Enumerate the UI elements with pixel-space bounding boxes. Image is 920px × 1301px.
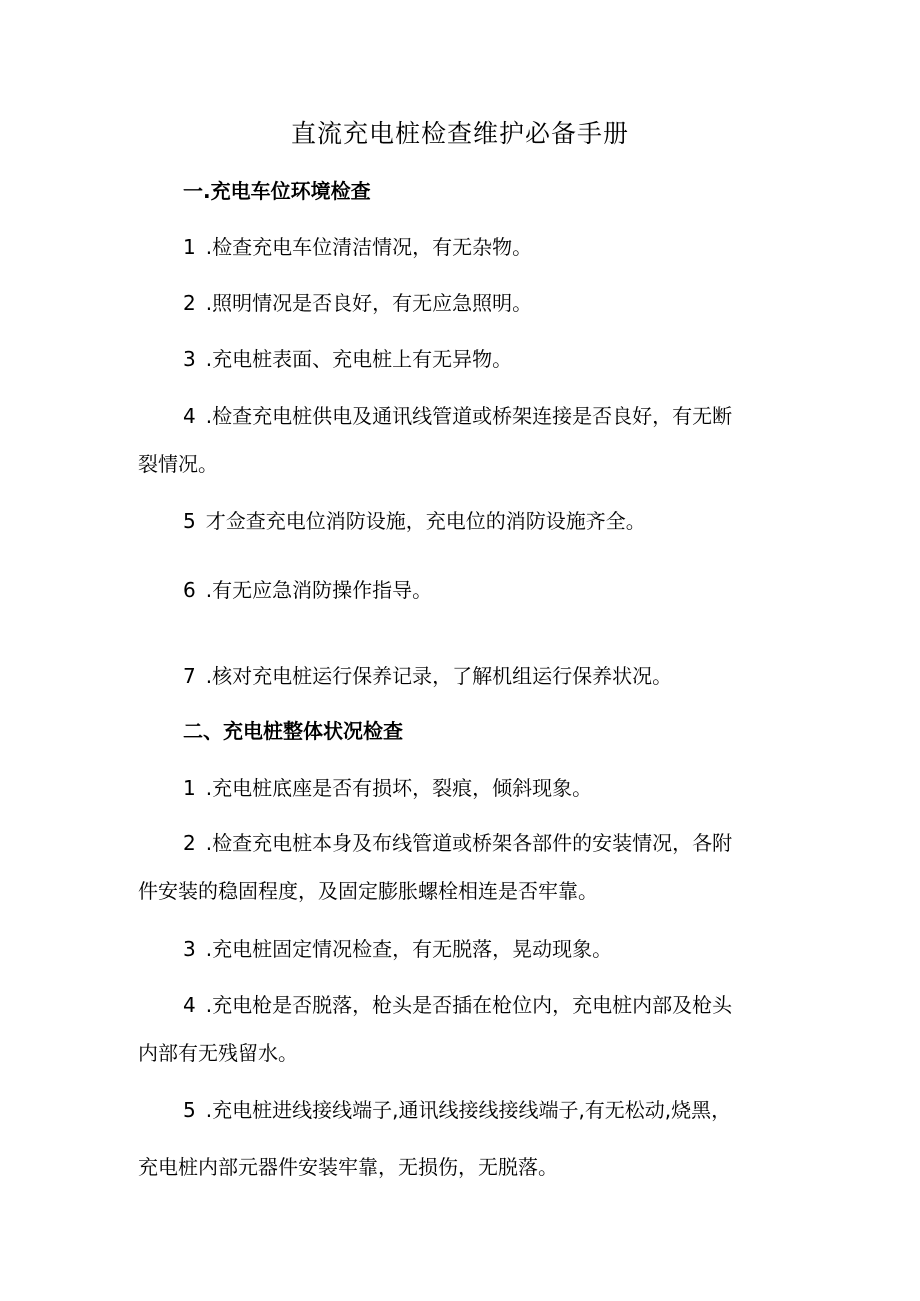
- item-number: 2: [183, 291, 196, 315]
- item-number: 1: [183, 776, 196, 800]
- item-number: 4: [183, 404, 196, 428]
- item-text: .有无应急消防操作指导。: [205, 578, 433, 602]
- section-1-item-1: [138, 223, 798, 271]
- item-text-continued: 充电桩内部元器件安装牢靠，无损伤，无脱落。: [138, 1155, 558, 1179]
- section-2-item-3: [138, 925, 798, 973]
- item-text: .检查充电桩供电及通讯线管道或桥架连接是否良好，有无断: [205, 404, 733, 428]
- section-2-item-1: [138, 764, 798, 812]
- section-2-item-2: [138, 819, 798, 915]
- item-text: .充电桩进线接线端子,通讯线接线接线端子,有无松动,烧黑，: [205, 1098, 732, 1122]
- item-text: .充电桩底座是否有损坏，裂痕，倾斜现象。: [205, 776, 593, 800]
- section-1-item-5: [138, 497, 798, 545]
- item-number: 4: [183, 993, 196, 1017]
- item-text: 才佥查充电位消防设施，充电位的消防设施齐全。: [205, 509, 646, 533]
- item-number: 2: [183, 831, 196, 855]
- item-number: 1: [183, 235, 196, 259]
- section-2-heading: 二、充电桩整体状况检查: [183, 719, 403, 743]
- item-text-continued: 件安装的稳固程度，及固定膨胀螺栓相连是否牢靠。: [138, 879, 598, 903]
- item-number: 3: [183, 937, 196, 961]
- section-1-item-2: [138, 279, 798, 327]
- section-2-item-4: [138, 981, 798, 1077]
- item-text: .照明情况是否良好，有无应急照明。: [205, 291, 533, 315]
- item-number: 5: [183, 509, 196, 533]
- item-text: .充电桩表面、充电桩上有无异物。: [205, 347, 513, 371]
- item-text: .检查充电车位清洁情况，有无杂物。: [205, 235, 533, 259]
- item-text: .核对充电桩运行保养记录，了解机组运行保养状况。: [205, 664, 673, 688]
- item-number: 5: [183, 1098, 196, 1122]
- section-1-item-4: [138, 392, 798, 488]
- section-1-item-3: [138, 335, 798, 383]
- section-1-item-6: [138, 566, 798, 614]
- document-title: 直流充电桩检查维护必备手册: [290, 119, 629, 148]
- item-text-continued: 裂情况。: [138, 452, 218, 476]
- section-1-heading: 一.充电车位环境检查: [183, 179, 371, 203]
- section-2-item-5: [138, 1086, 798, 1191]
- item-number: 7: [183, 664, 196, 688]
- item-text: .检查充电桩本身及布线管道或桥架各部件的安装情况，各附: [205, 831, 733, 855]
- item-number: 6: [183, 578, 196, 602]
- item-text-continued: 内部有无残留水。: [138, 1041, 298, 1065]
- item-text: .充电枪是否脱落，枪头是否插在枪位内，充电桩内部及枪头: [205, 993, 733, 1017]
- section-1-item-7: [138, 652, 798, 700]
- item-text: .充电桩固定情况检查，有无脱落，晃动现象。: [205, 937, 613, 961]
- item-number: 3: [183, 347, 196, 371]
